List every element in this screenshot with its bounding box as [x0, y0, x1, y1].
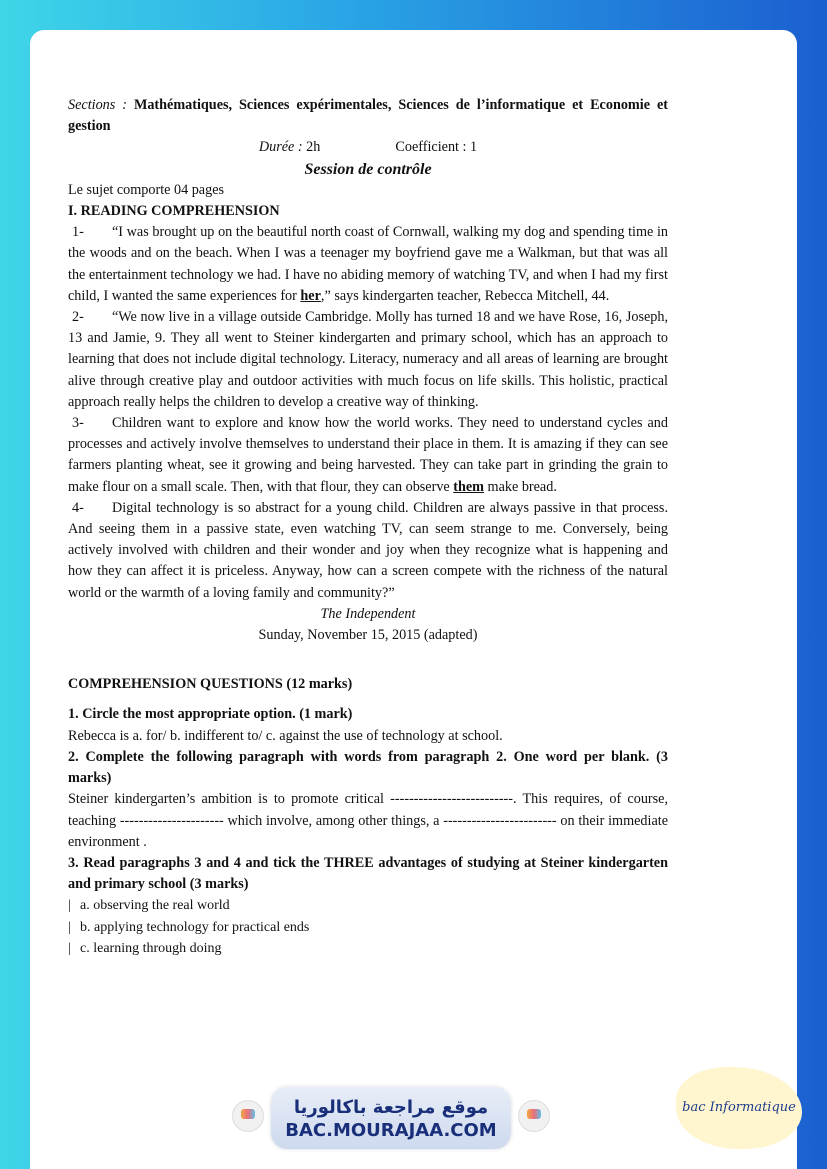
question-1-text: Rebecca is a. for/ b. indifferent to/ c. against the use of technology at school. [68, 727, 503, 744]
option-b[interactable] [68, 917, 668, 938]
paragraph-text: ,” says kindergarten teacher, Rebecca Mitchell, 44. [320, 287, 610, 304]
footer-url[interactable]: BAC.MOURAJAA.COM [285, 1120, 497, 1141]
coefficient: Coefficient : 1 [395, 139, 478, 156]
paragraph-number: 1- [72, 224, 84, 241]
paragraph-text: make bread. [484, 478, 557, 495]
session-title: Session de contrôle [304, 160, 432, 178]
underlined-word-them: them [453, 478, 484, 495]
duree-value: 2h [306, 139, 321, 156]
paragraph-text: “I was brought up on the beautiful north coast of Cornwall, walking my dog and spending time in the woods and on the beach. When I was a teenager my boyfriend gave me a Walkman, but that was all the entertainment technology we had. I have no abiding memory of watching TV, and when I had my first child, I wanted the same experiences for [68, 224, 668, 304]
paragraph-number: 4- [72, 499, 84, 516]
question-2-text: Steiner kindergarten’s ambition is to promote critical --------------------------. This requires, of course, teaching ---------------------- which involve, among other things, a ------------------------ on their immediate environment . [68, 791, 668, 850]
option-text: c. learning through doing [80, 940, 222, 956]
paragraph-text: “We now live in a village outside Cambridge. Molly has turned 18 and we have Rose, 16, Joseph, 13 and Jamie, 9. They all went to Steiner kindergarten and primary school, which has an approach to learning that does not include digital technology. Literacy, numeracy and all areas of learning are brought alive through creative play and outdoor activities with much focus on life skills. This holistic, practical approach really helps the children to develop a creative way of thinking. [68, 309, 668, 410]
paragraph-3 [68, 413, 668, 498]
document-content [68, 66, 668, 959]
paragraph-1 [68, 222, 668, 307]
sections-value: Mathématiques, Sciences expérimentales, Sciences de l’informatique et Economie et gestion [68, 97, 668, 135]
questions-title: COMPREHENSION QUESTIONS (12 marks) [68, 676, 353, 693]
paragraph-4 [68, 498, 668, 604]
bac-informatique-logo: bac Informatique [676, 1067, 802, 1149]
source-date: Sunday, November 15, 2015 (adapted) [258, 627, 478, 644]
paragraph-number: 2- [72, 309, 84, 326]
checkbox-icon[interactable]: | [68, 898, 71, 914]
option-text: b. applying technology for practical ends [80, 919, 310, 935]
sections-line [68, 95, 668, 137]
paragraph-text: Digital technology is so abstract for a young child. Children are always passive in that process. And seeing them in a passive state, even watching TV, can seem strange to me. Conversely, being actively involved with children and their wonder and joy when they recognize what is happening and how they can affect it is priceless. Anyway, how can a screen compete with the richness of the natural world or the warmth of a loving family and community?” [68, 499, 668, 601]
duree-label: Durée : [258, 139, 303, 156]
option-text: a. observing the real world [80, 898, 230, 914]
question-3-title: 3. Read paragraphs 3 and 4 and tick the THREE advantages of studying at Steiner kindergarten and primary school (3 marks) [68, 854, 668, 893]
pages-note: Le sujet comporte 04 pages [68, 181, 225, 198]
footer-badge[interactable] [271, 1087, 511, 1149]
question-2-title: 2. Complete the following paragraph with words from paragraph 2. One word per blank. (3 marks) [68, 748, 668, 787]
paragraph-number: 3- [72, 415, 84, 432]
duration-line [68, 137, 668, 158]
site-logo-icon [518, 1100, 550, 1132]
option-a[interactable] [68, 895, 668, 916]
sections-label: Sections : [68, 97, 127, 113]
checkbox-icon[interactable]: | [68, 919, 71, 935]
option-c[interactable] [68, 938, 668, 959]
question-1-title: 1. Circle the most appropriate option. (1 mark) [68, 706, 353, 723]
source: The Independent [320, 605, 416, 622]
underlined-word-her: her [300, 287, 321, 304]
reading-title: I. READING COMPREHENSION [68, 203, 280, 220]
paragraph-2 [68, 307, 668, 413]
checkbox-icon[interactable]: | [68, 940, 71, 956]
footer-arabic: موقع مراجعة باكالوريا [293, 1097, 489, 1118]
paragraph-text: Children want to explore and know how the world works. They need to understand cycles and processes and actively involve themselves to understand their place in them. It is amazing if they can see farmers planting wheat, see it growing and being harvested. They can take part in grinding the grain to make flour on a small scale. Then, with that flour, they can observe [68, 415, 668, 495]
site-logo-icon [232, 1100, 264, 1132]
